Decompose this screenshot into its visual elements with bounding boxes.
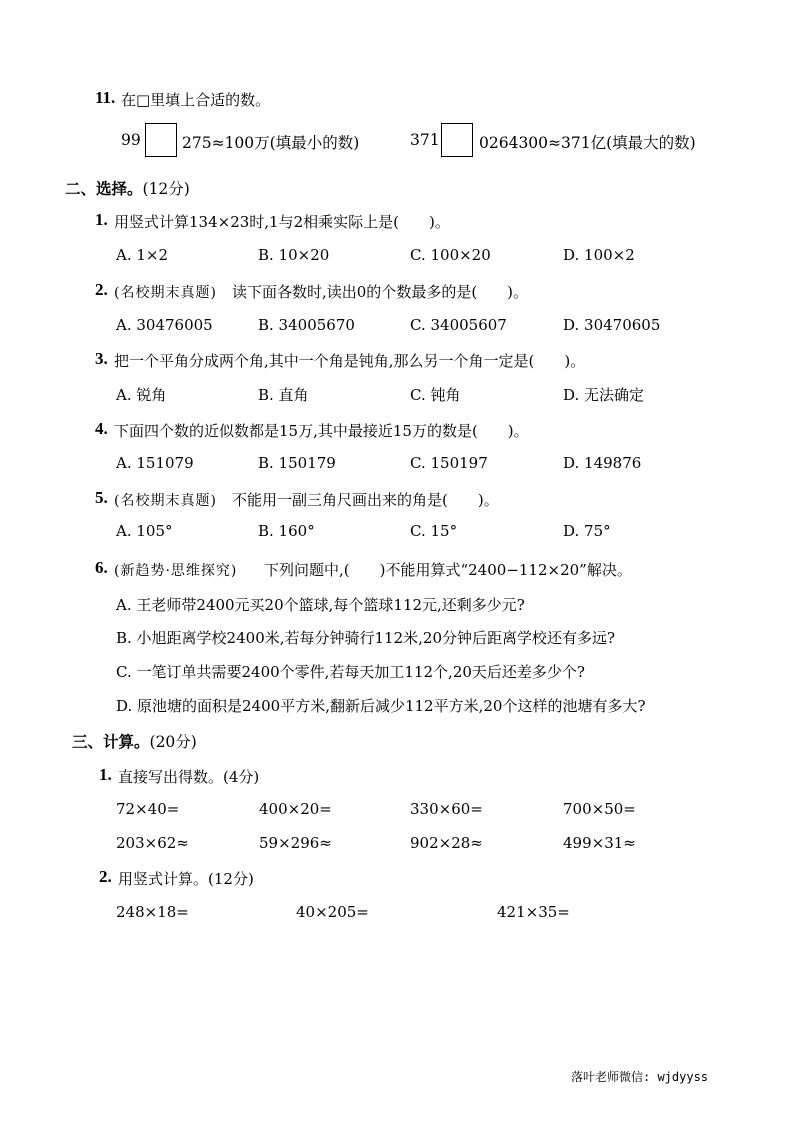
calc-item: 40×205= — [296, 903, 369, 921]
fill-right-suffix: 0264300≈371亿(填最大的数) — [479, 134, 696, 152]
question-text: 用竖式计算134×23时,1与2相乘实际上是( )。 — [114, 213, 450, 231]
question-number: 5. — [95, 488, 108, 507]
section-score: (12分) — [142, 180, 190, 198]
question-number: 4. — [95, 419, 108, 438]
question-number: 6. — [95, 558, 108, 577]
question-text: 读下面各数时,读出0的个数最多的是( )。 — [232, 283, 529, 301]
question-number: 2. — [99, 867, 112, 886]
calc-item: 400×20= — [259, 800, 332, 818]
question-text: 直接写出得数。(4分) — [118, 768, 260, 786]
calc-item: 203×62≈ — [116, 834, 189, 852]
calc-item: 72×40= — [116, 800, 180, 818]
option-b[interactable]: B. 160° — [258, 522, 315, 540]
footer-contact: 落叶老师微信: wjdyyss — [571, 1070, 709, 1084]
option-c[interactable]: C. 钝角 — [410, 386, 461, 404]
calc-item: 59×296≈ — [259, 834, 332, 852]
option-b[interactable]: B. 10×20 — [258, 246, 330, 264]
option-d[interactable]: D. 无法确定 — [563, 386, 645, 404]
question-number: 1. — [95, 210, 108, 229]
option-a[interactable]: A. 锐角 — [116, 386, 167, 404]
question-number: 1. — [99, 765, 112, 784]
fill-left-suffix: 275≈100万(填最小的数) — [182, 134, 360, 152]
fill-right-prefix: 371 — [410, 131, 440, 149]
calc-item: 248×18= — [116, 903, 189, 921]
question-text: 用竖式计算。(12分) — [118, 870, 254, 888]
question-tag: (名校期末真题) — [114, 493, 217, 509]
answer-box-left[interactable] — [145, 123, 177, 157]
section-heading-calc — [72, 730, 197, 752]
calc-item: 330×60= — [410, 800, 483, 818]
option-a[interactable]: A. 30476005 — [116, 316, 213, 334]
option-c[interactable]: C. 100×20 — [410, 246, 491, 264]
option-a[interactable]: A. 1×2 — [116, 246, 169, 264]
question-tag: (新趋势·思维探究) — [114, 563, 238, 579]
section-score: (20分) — [149, 733, 197, 751]
calc-item: 421×35= — [497, 903, 570, 921]
question-number: 2. — [95, 280, 108, 299]
option-d[interactable]: D. 100×2 — [563, 246, 635, 264]
option-a[interactable]: A. 王老师带2400元买20个篮球,每个篮球112元,还剩多少元? — [116, 596, 525, 614]
question-text: 下面四个数的近似数都是15万,其中最接近15万的数是( )。 — [114, 422, 529, 440]
option-a[interactable]: A. 151079 — [116, 454, 194, 472]
question-tag: (名校期末真题) — [114, 285, 217, 301]
option-b[interactable]: B. 小旭距离学校2400米,若每分钟骑行112米,20分钟后距离学校还有多远? — [116, 629, 616, 647]
option-a[interactable]: A. 105° — [116, 522, 173, 540]
option-d[interactable]: D. 30470605 — [563, 316, 661, 334]
option-c[interactable]: C. 一笔订单共需要2400个零件,若每天加工112个,20天后还差多少个? — [116, 663, 585, 681]
question-number: 3. — [95, 349, 108, 368]
option-d[interactable]: D. 原池塘的面积是2400平方米,翻新后减少112平方米,20个这样的池塘有多大? — [116, 697, 646, 715]
section-heading-choice — [65, 177, 190, 199]
question-text: 不能用一副三角尺画出来的角是( )。 — [232, 491, 499, 509]
question-text: 下列问题中,( )不能用算式“2400−112×20”解决。 — [264, 561, 632, 579]
answer-box-right[interactable] — [441, 123, 473, 157]
option-c[interactable]: C. 15° — [410, 522, 458, 540]
option-b[interactable]: B. 150179 — [258, 454, 336, 472]
calc-item: 700×50= — [563, 800, 636, 818]
option-c[interactable]: C. 150197 — [410, 454, 488, 472]
question-text: 把一个平角分成两个角,其中一个角是钝角,那么另一个角一定是( )。 — [114, 352, 586, 370]
option-d[interactable]: D. 75° — [563, 522, 611, 540]
option-b[interactable]: B. 直角 — [258, 386, 309, 404]
fill-left-prefix: 99 — [121, 131, 141, 149]
calc-item: 902×28≈ — [410, 834, 483, 852]
question-number: 11. — [95, 88, 116, 107]
question-text: 在□里填上合适的数。 — [121, 91, 271, 109]
option-b[interactable]: B. 34005670 — [258, 316, 355, 334]
section-title: 二、选择。 — [65, 179, 143, 198]
section-title: 三、计算。 — [72, 732, 150, 751]
calc-item: 499×31≈ — [563, 834, 636, 852]
option-d[interactable]: D. 149876 — [563, 454, 642, 472]
option-c[interactable]: C. 34005607 — [410, 316, 507, 334]
